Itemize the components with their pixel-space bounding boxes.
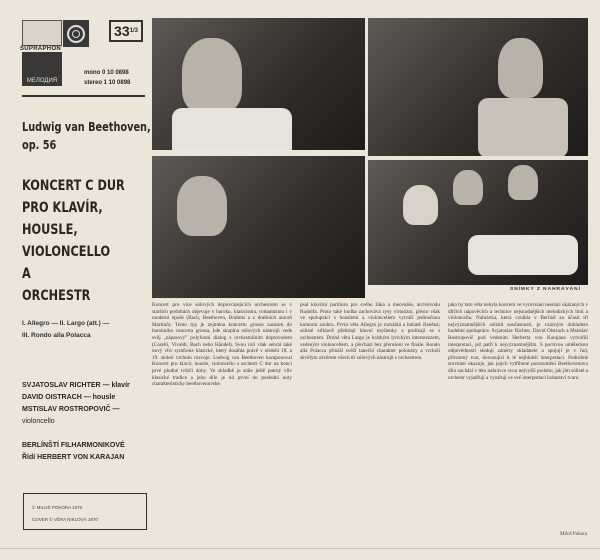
orchestra: BERLÍNŠTÍ FILHARMONIKOVÉ: [22, 442, 125, 449]
photo-violinist: [152, 18, 365, 150]
composer-line: op. 56: [22, 137, 57, 152]
composer-line: Ludwig van Beethoven,: [22, 119, 151, 134]
speed-value: 33: [114, 23, 130, 39]
title-line: PRO KLAVÍR,: [22, 200, 103, 216]
performer: MSTISLAV ROSTROPOVIČ —: [22, 406, 120, 413]
catalog-mono: mono 0 10 0898: [84, 70, 129, 76]
photo-pianist-group: [368, 160, 588, 285]
performer: violoncello: [22, 418, 55, 425]
title-line: HOUSLE,: [22, 222, 78, 238]
speed-fraction: 1/3: [129, 28, 138, 34]
melodiya-label: МЕЛОДИЯ: [26, 78, 58, 84]
title-line: KONCERT C DUR: [22, 178, 125, 194]
conductor: Řídí HERBERT VON KARAJAN: [22, 454, 125, 461]
movement-line: I. Allegro — II. Largo (att.) —: [22, 320, 110, 327]
credits-box: [23, 493, 147, 530]
liner-notes-col-3: jako by tato věta nebyla koncem ve vyrovnání nesnází ukázaných v dílčích nápověcích a technice nejsnadnějších melodických linií a violoncella. Nahrávka, která vznikla v Berlíně za účasti tří nejvýznamnějších sólistů současnosti, je vzácným dokladem hudební spolupráce. Svjatoslav Richter, David Oistrach a Mstislav Rostropovič pod vedením Herberta von Karajana vytvořili interpretaci, jež patří k nejvýznamnějším. S poctivou uměleckou odpovědností sledují záměry skladatele a spojují je v řad, přirozený tvar, dovozující k té nejhlubší interpretaci. Podrobné srovnání ukazuje, jak jejich vytříbené porozumění Beethovenovu dílu nachází v této nahrávce svou nejvyšší podobu, jak jím sólisté a orchestr vyjadřují a vyzařují ve své interpretaci bohatství tvaru.: [448, 302, 589, 381]
photo-cellist: [152, 156, 365, 298]
performer: SVJATOSLAV RICHTER — klavír: [22, 382, 130, 389]
movements: [22, 318, 109, 342]
photo-conductor: [368, 18, 588, 156]
disc-icon: [63, 20, 89, 47]
catalog-stereo: stereo 1 10 0898: [84, 80, 131, 86]
title-line: A: [22, 266, 31, 282]
liner-notes-col-1: Koncert pro více sólových doprovázejících orchestrem se v starších podobách objevuje v baroku, klasicismu, romantismu i v moderní epoše (Bach, Beethoven, Brahms a z dnešních autorů Martinů). Tento typ je zejména koncertu grosso zasazen do barokního concerta grossa, kde skupina sólových nástrojů vede svůj „zápasový" polyfonní dialog s orchestrálním doprovodem (Corelli, Vivaldi, Bach nebo Händel). Svou roli však sehrál také nový vliv symfonie klasické, který dosáhla právě v období 18. a 19. století vrcholu rozvoje. Ludwig van Beethoven komponoval Koncert pro klavír, housle, violoncello a orchestr C dur na konci prvé plodné tvůrčí doby. Ve skladbě je stále ještě patrný vliv klasické tradice a jeho dílo je od první do poslední noty charakteristicky beethovenovské.: [152, 302, 292, 388]
performer: DAVID OISTRACH — housle: [22, 394, 116, 401]
liner-notes-col-2: psal klavírní partituru pro svého žáka a mecenáše, arcivévodu Rudolfa. Proto také hudba zachovává rysy virtuózní, přesto však ve spolupráci s houslemi a violoncellem vytváří jedinečnou komorní souhru. První věta Allegro je rozsáhlá a bohatě členěná; sólisté střídavě přebírají hlavní myšlenky a prolínají se s orchestrem. Druhá věta Largo je krátkým lyrickým intermezzem, vedeným violoncellem, a přechází bez přerušení ve finále. Rondo alla Polacca přináší svěží taneční charakter polonézy a vrcholí skvělým závěrem všech tří sólových nástrojů s orchestrem.: [300, 302, 440, 361]
performers: [22, 380, 130, 464]
author-signature: Miloš Pokora: [560, 532, 588, 537]
melodiya-logo: [22, 52, 62, 86]
movement-line: III. Rondo alla Polacca: [22, 332, 91, 339]
credit-line: © MILOŠ POKORA 1970: [32, 505, 83, 510]
photo-caption: SNÍMKY Z NAHRÁVÁNÍ: [510, 287, 581, 292]
composer: [22, 118, 151, 154]
divider: [22, 95, 145, 97]
supraphon-label: SUPRAPHON: [20, 46, 62, 52]
bottom-edge: [0, 548, 600, 549]
speed-badge: [109, 20, 143, 42]
title-line: ORCHESTR: [22, 288, 91, 304]
credit-line: COVER © VĚRA NIKLOVÁ 1970: [32, 517, 98, 522]
work-title: [22, 175, 125, 307]
title-line: VIOLONCELLO: [22, 244, 111, 260]
supraphon-logo: [22, 20, 62, 46]
